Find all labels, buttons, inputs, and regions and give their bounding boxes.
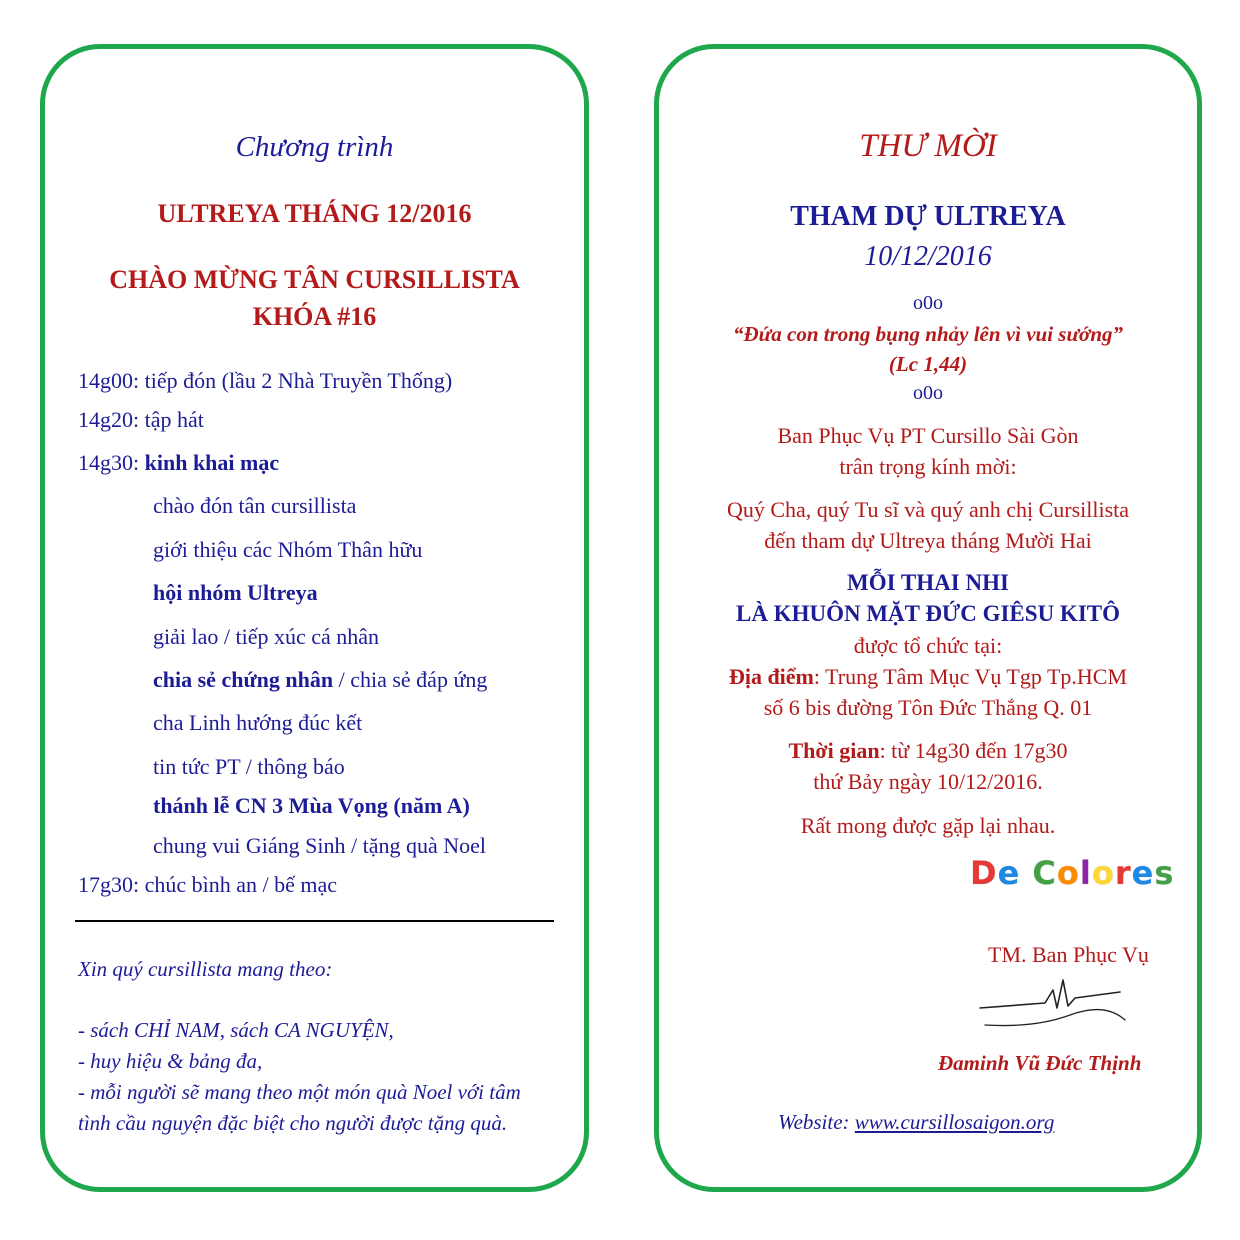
logo-letter: D <box>970 854 998 892</box>
logo-letter: C <box>1032 854 1057 892</box>
schedule-row <box>78 450 279 476</box>
sub-item-summary: cha Linh hướng đúc kết <box>153 710 363 735</box>
welcome-title-line2: KHÓA #16 <box>252 302 377 331</box>
welcome-title-line1: CHÀO MỪNG TÂN CURSILLISTA <box>109 265 520 294</box>
sub-item-mass: thánh lễ CN 3 Mùa Vọng (năm A) <box>153 793 470 818</box>
host-line2: trân trọng kính mời: <box>839 454 1017 479</box>
logo-letter: r <box>1114 854 1132 892</box>
time <box>654 738 1202 764</box>
logo-letter: l <box>1079 854 1092 892</box>
notes-item: - huy hiệu & bảng đa, <box>78 1049 263 1073</box>
separator: o0o <box>913 292 943 314</box>
schedule-text: chúc bình an / bế mạc <box>144 872 338 897</box>
schedule-row <box>78 368 452 394</box>
invitees-line1: Quý Cha, quý Tu sĩ và quý anh chị Cursillista <box>726 497 1130 522</box>
invitation-heading: THƯ MỜI <box>859 128 997 164</box>
schedule-time: 17g30: <box>78 872 140 897</box>
organized-at: được tổ chức tại: <box>853 633 1003 658</box>
logo-letter: o <box>1056 854 1080 892</box>
notes-item: - sách CHỈ NAM, sách CA NGUYỆN, <box>78 1018 394 1042</box>
schedule-text: tiếp đón (lầu 2 Nhà Truyền Thống) <box>144 368 453 393</box>
theme-line1: MỖI THAI NHI <box>847 570 1009 595</box>
logo-letter: e <box>997 854 1021 892</box>
scripture-reference: (Lc 1,44) <box>888 352 968 376</box>
sub-item-groups: giới thiệu các Nhóm Thân hữu <box>153 537 423 562</box>
sub-item-welcome: chào đón tân cursillista <box>153 493 357 518</box>
sub-item-ultreya: hội nhóm Ultreya <box>153 580 318 605</box>
place-label: Địa điểm <box>728 664 814 689</box>
address: số 6 bis đường Tôn Đức Thắng Q. 01 <box>763 695 1093 720</box>
schedule-time: 14g20: <box>78 407 140 432</box>
notes-item: - mỗi người sẽ mang theo một món quà Noel với tâm <box>78 1080 521 1104</box>
de-colores-logo <box>970 854 1174 892</box>
logo-letter: o <box>1091 854 1115 892</box>
notes-item-cont: tình cầu nguyện đặc biệt cho người được tặng quà. <box>78 1111 508 1135</box>
schedule-text: kinh khai mạc <box>144 450 280 475</box>
schedule-row-closing <box>78 872 337 898</box>
signer-title: TM. Ban Phục Vụ <box>988 942 1149 967</box>
theme-line2: LÀ KHUÔN MẶT ĐỨC GIÊSU KITÔ <box>735 601 1120 626</box>
schedule-time: 14g00: <box>78 368 140 393</box>
closing-line: Rất mong được gặp lại nhau. <box>800 813 1056 838</box>
witness-bold: chia sẻ chứng nhân <box>153 667 334 692</box>
schedule-row <box>78 407 204 433</box>
sub-item-party: chung vui Giáng Sinh / tặng quà Noel <box>153 833 487 858</box>
event-date: 10/12/2016 <box>864 241 992 272</box>
separator: o0o <box>913 382 943 404</box>
scripture-quote: “Đứa con trong bụng nhảy lên vì vui sướng” <box>733 322 1123 346</box>
schedule-text: tập hát <box>144 407 204 432</box>
sub-item-break: giải lao / tiếp xúc cá nhân <box>153 624 380 649</box>
invitees-line2: đến tham dự Ultreya tháng Mười Hai <box>764 528 1092 553</box>
sub-item-news: tin tức PT / thông báo <box>153 754 345 779</box>
program-heading: Chương trình <box>235 131 394 163</box>
host-line1: Ban Phục Vụ PT Cursillo Sài Gòn <box>777 423 1079 448</box>
place <box>654 664 1202 690</box>
time-label: Thời gian <box>788 738 880 763</box>
signature-icon <box>975 970 1135 1040</box>
logo-letter: e <box>1131 854 1155 892</box>
logo-letter <box>1020 854 1032 892</box>
logo-letter: s <box>1154 854 1175 892</box>
notes-intro: Xin quý cursillista mang theo: <box>78 957 333 981</box>
divider <box>75 920 554 922</box>
time-value: : từ 14g30 đến 17g30 <box>879 738 1068 763</box>
program-title: ULTREYA THÁNG 12/2016 <box>157 199 472 228</box>
event-day: thứ Bảy ngày 10/12/2016. <box>813 769 1043 794</box>
witness-rest: / chia sẻ đáp ứng <box>333 667 488 692</box>
schedule-time: 14g30: <box>78 450 140 475</box>
place-value: : Trung Tâm Mục Vụ Tgp Tp.HCM <box>813 664 1128 689</box>
signer-name: Đaminh Vũ Đức Thịnh <box>938 1051 1142 1075</box>
website <box>778 1110 1054 1135</box>
website-link[interactable]: www.cursillosaigon.org <box>854 1110 1055 1134</box>
sub-item-witness <box>153 667 487 693</box>
website-label: Website: <box>778 1110 855 1134</box>
event-title: THAM DỰ ULTREYA <box>790 201 1066 232</box>
